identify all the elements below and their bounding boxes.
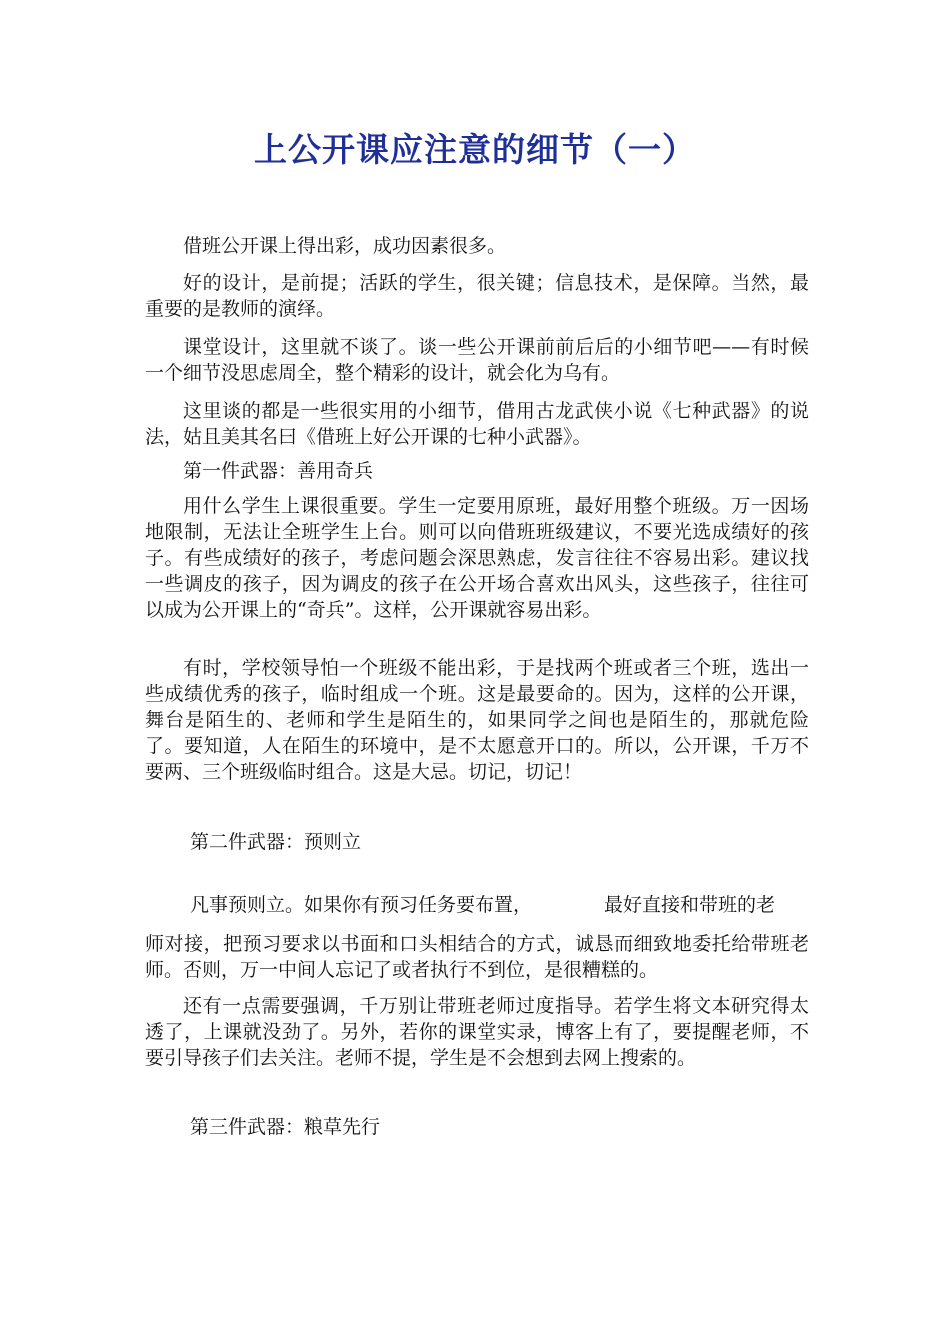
paragraph-preview-body: 师对接，把预习要求以书面和口头相结合的方式，诚恳而细致地委托给带班老师。否则，万一中间人忘记了或者执行不到位，是很糟糕的。 xyxy=(145,933,809,981)
paragraph-seven-weapons: 这里谈的都是一些很实用的小细节，借用古龙武侠小说《七种武器》的说法，姑且美其名曰《借班上好公开课的七种小武器》。 xyxy=(145,400,809,448)
section-heading-first-weapon: 第一件武器：善用奇兵 xyxy=(183,460,374,482)
paragraph-preview-start: 凡事预则立。如果你有预习任务要布置， xyxy=(190,894,533,916)
paragraph-over-guidance: 还有一点需要强调，千万别让带班老师过度指导。若学生将文本研究得太透了，上课就没劲了。另外，若你的课堂实录，博客上有了，要提醒老师，不要引导孩子们去关注。老师不提，学生是不会想到去网上搜索的。 xyxy=(145,995,809,1069)
section-heading-third-weapon: 第三件武器：粮草先行 xyxy=(190,1116,381,1138)
section-heading-second-weapon: 第二件武器：预则立 xyxy=(190,831,362,853)
paragraph-intro: 借班公开课上得出彩，成功因素很多。 xyxy=(183,235,507,257)
paragraph-preview-continued: 最好直接和带班的老 xyxy=(604,894,776,916)
paragraph-factors: 好的设计，是前提；活跃的学生，很关键；信息技术，是保障。当然，最重要的是教师的演绎。 xyxy=(145,272,809,320)
document-title: 上公开课应注意的细节（一） xyxy=(254,130,696,169)
paragraph-students: 用什么学生上课很重要。学生一定要用原班，最好用整个班级。万一因场地限制，无法让全班学生上台。则可以向借班班级建议，不要光选成绩好的孩子。有些成绩好的孩子，考虑问题会深思熟虑，发言往往不容易出彩。建议找一些调皮的孩子，因为调皮的孩子在公开场合喜欢出风头，这些孩子，往往可以成为公开课上的“奇兵”。这样，公开课就容易出彩。 xyxy=(145,495,809,621)
paragraph-merged-classes: 有时，学校领导怕一个班级不能出彩，于是找两个班或者三个班，选出一些成绩优秀的孩子，临时组成一个班。这是最要命的。因为，这样的公开课，舞台是陌生的、老师和学生是陌生的，如果同学之间也是陌生的，那就危险了。要知道，人在陌生的环境中，是不太愿意开口的。所以，公开课，千万不要两、三个班级临时组合。这是大忌。切记，切记！ xyxy=(145,657,809,783)
paragraph-design: 课堂设计，这里就不谈了。谈一些公开课前前后后的小细节吧——有时候一个细节没思虑周全，整个精彩的设计，就会化为乌有。 xyxy=(145,336,809,384)
